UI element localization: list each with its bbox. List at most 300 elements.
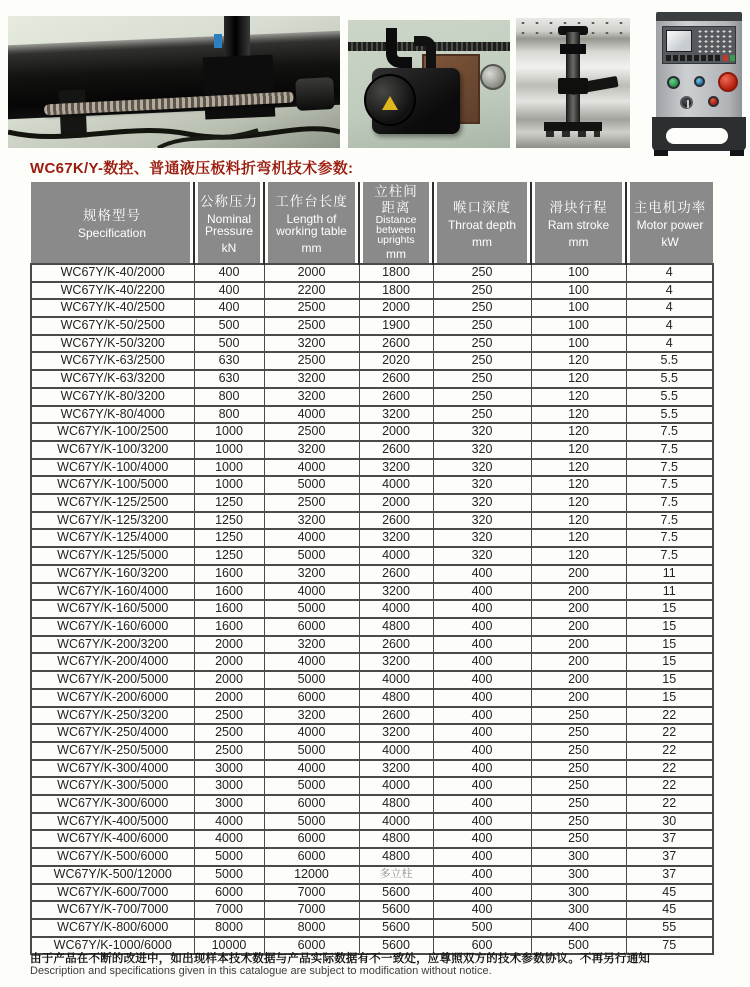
spec-value-cell: 5.5 [626, 352, 713, 370]
spec-model-cell: WC67Y/K-63/2500 [31, 352, 194, 370]
spec-value-cell: 400 [194, 299, 264, 317]
spec-value-cell: 37 [626, 830, 713, 848]
warning-triangle-icon [382, 96, 398, 110]
col-en-label: Motor power [636, 217, 704, 232]
table-row [31, 671, 713, 689]
spec-value-cell: 500 [531, 937, 626, 955]
spec-value-cell: 6000 [264, 795, 359, 813]
spec-value-cell: 5600 [359, 937, 433, 955]
spec-value-cell: 6000 [194, 884, 264, 902]
table-row [31, 707, 713, 725]
col-zh-label: 喉口深度 [453, 199, 511, 215]
spec-value-cell: 320 [433, 494, 531, 512]
spec-value-cell: 100 [531, 282, 626, 300]
spec-table-body [31, 264, 713, 954]
table-row [31, 529, 713, 547]
spec-value-cell: 400 [433, 795, 531, 813]
spec-value-cell: 5600 [359, 919, 433, 937]
mini-green-key [730, 55, 735, 61]
spec-value-cell: 1800 [359, 282, 433, 300]
spec-value-cell: 4000 [359, 476, 433, 494]
spec-value-cell: 37 [626, 866, 713, 884]
spec-value-cell: 1900 [359, 317, 433, 335]
spec-value-cell: 15 [626, 671, 713, 689]
spec-value-cell: 1250 [194, 512, 264, 530]
spec-value-cell: 3200 [264, 388, 359, 406]
table-row [31, 813, 713, 831]
spec-value-cell: 8000 [194, 919, 264, 937]
spec-value-cell: 3200 [359, 583, 433, 601]
spec-model-cell: WC67Y/K-40/2000 [31, 264, 194, 282]
spec-value-cell: 800 [194, 388, 264, 406]
spec-value-cell: 11 [626, 565, 713, 583]
collar-shape [560, 44, 586, 54]
spec-value-cell: 4000 [359, 813, 433, 831]
spec-value-cell: 250 [433, 299, 531, 317]
spec-value-cell: 5600 [359, 884, 433, 902]
spec-value-cell: 1000 [194, 459, 264, 477]
spec-value-cell: 800 [194, 406, 264, 424]
spec-value-cell: 4000 [264, 653, 359, 671]
spec-value-cell: 3200 [264, 565, 359, 583]
spec-value-cell: 300 [531, 901, 626, 919]
spec-value-cell: 5000 [264, 777, 359, 795]
spec-value-cell: 120 [531, 406, 626, 424]
spec-value-cell: 1800 [359, 264, 433, 282]
key-switch [680, 96, 693, 109]
spec-value-cell: 2500 [264, 317, 359, 335]
spec-value-cell: 120 [531, 512, 626, 530]
spec-value-cell: 400 [433, 618, 531, 636]
spec-value-cell: 200 [531, 600, 626, 618]
spec-value-cell: 3200 [264, 707, 359, 725]
spec-value-cell: 100 [531, 335, 626, 353]
blue-sticker-shape [214, 34, 222, 48]
spec-value-cell: 120 [531, 370, 626, 388]
spec-value-cell: 4000 [359, 777, 433, 795]
table-row [31, 795, 713, 813]
spec-model-cell: WC67Y/K-100/2500 [31, 423, 194, 441]
green-start-button [667, 76, 680, 89]
spec-model-cell: WC67Y/K-200/6000 [31, 689, 194, 707]
spec-value-cell: 2600 [359, 441, 433, 459]
spec-value-cell: 4000 [194, 813, 264, 831]
spec-value-cell: 320 [433, 529, 531, 547]
spec-value-cell: 400 [433, 600, 531, 618]
spec-model-cell: WC67Y/K-40/2500 [31, 299, 194, 317]
table-row [31, 901, 713, 919]
spec-model-cell: WC67Y/K-160/3200 [31, 565, 194, 583]
spec-value-cell: 200 [531, 565, 626, 583]
base-plate-shape [544, 122, 602, 131]
spec-model-cell: WC67Y/K-1000/6000 [31, 937, 194, 955]
spec-value-cell: 400 [433, 884, 531, 902]
spec-value-cell: 630 [194, 370, 264, 388]
spec-value-cell: 4000 [264, 406, 359, 424]
spec-model-cell: WC67Y/K-80/3200 [31, 388, 194, 406]
spec-value-cell: 2500 [264, 423, 359, 441]
spec-value-cell: 11 [626, 583, 713, 601]
col-header-motor-power [626, 182, 713, 264]
spec-table-header [31, 182, 713, 264]
spec-model-cell: WC67Y/K-50/3200 [31, 335, 194, 353]
table-row [31, 282, 713, 300]
spec-model-cell: WC67Y/K-125/3200 [31, 512, 194, 530]
spec-value-cell: 4 [626, 299, 713, 317]
table-row [31, 423, 713, 441]
spec-value-cell: 120 [531, 529, 626, 547]
spec-value-cell: 1000 [194, 476, 264, 494]
spec-value-cell: 250 [433, 335, 531, 353]
table-row [31, 866, 713, 884]
spec-value-cell: 7.5 [626, 494, 713, 512]
spec-value-cell: 250 [433, 388, 531, 406]
spec-value-cell: 45 [626, 901, 713, 919]
col-header-working-table-length [264, 182, 359, 264]
spec-value-cell: 400 [433, 742, 531, 760]
spec-value-cell: 1250 [194, 494, 264, 512]
spec-value-cell: 250 [433, 352, 531, 370]
table-row [31, 370, 713, 388]
spec-value-cell: 22 [626, 724, 713, 742]
spec-value-cell: 320 [433, 547, 531, 565]
table-row [31, 830, 713, 848]
spec-value-cell: 7.5 [626, 476, 713, 494]
spec-value-cell: 4000 [264, 529, 359, 547]
table-row [31, 600, 713, 618]
spec-value-cell: 2500 [194, 724, 264, 742]
spec-value-cell: 4000 [264, 760, 359, 778]
spec-value-cell: 4000 [264, 583, 359, 601]
spec-value-cell: 250 [531, 830, 626, 848]
spec-value-cell: 4800 [359, 848, 433, 866]
spec-value-cell: 400 [433, 866, 531, 884]
spec-value-cell: 5000 [264, 742, 359, 760]
spec-value-cell: 400 [433, 707, 531, 725]
spec-value-cell: 120 [531, 423, 626, 441]
spec-value-cell: 22 [626, 795, 713, 813]
spec-value-cell: 15 [626, 689, 713, 707]
spec-value-cell: 400 [433, 671, 531, 689]
spec-model-cell: WC67Y/K-300/4000 [31, 760, 194, 778]
spec-model-cell: WC67Y/K-700/7000 [31, 901, 194, 919]
spec-value-cell: 2600 [359, 388, 433, 406]
spec-value-cell: 4800 [359, 795, 433, 813]
table-row [31, 583, 713, 601]
spec-value-cell: 4000 [359, 742, 433, 760]
col-zh-label: 公称压力 [200, 193, 258, 209]
spec-value-cell: 100 [531, 317, 626, 335]
col-unit-label: mm [568, 234, 589, 249]
spec-value-cell: 10000 [194, 937, 264, 955]
spec-value-cell: 2000 [359, 299, 433, 317]
col-en-label: Throat depth [447, 217, 517, 232]
table-row [31, 352, 713, 370]
spec-value-cell: 5000 [264, 671, 359, 689]
spec-value-cell: 2000 [194, 653, 264, 671]
spec-value-cell: 3200 [359, 724, 433, 742]
col-unit-label: kN [221, 241, 237, 256]
spec-value-cell: 500 [194, 317, 264, 335]
spec-value-cell: 1250 [194, 529, 264, 547]
spec-value-cell: 320 [433, 423, 531, 441]
spec-value-cell: 6000 [264, 618, 359, 636]
spec-value-cell: 400 [433, 760, 531, 778]
col-zh-label: 滑块行程 [549, 199, 608, 215]
spec-model-cell: WC67Y/K-500/12000 [31, 866, 194, 884]
spec-value-cell: 4000 [359, 600, 433, 618]
nc-control-panel-photo [650, 8, 748, 156]
table-row [31, 264, 713, 282]
spec-value-cell: 5600 [359, 901, 433, 919]
spec-value-cell: 1600 [194, 600, 264, 618]
spec-model-cell: WC67Y/K-100/3200 [31, 441, 194, 459]
spec-model-cell: WC67Y/K-40/2200 [31, 282, 194, 300]
function-key-row [666, 55, 720, 61]
panel-foot-shape [654, 150, 668, 156]
spec-value-cell: 630 [194, 352, 264, 370]
table-row [31, 406, 713, 424]
cable-elbow-shape [386, 28, 412, 68]
spec-value-cell: 500 [194, 335, 264, 353]
spec-value-cell: 320 [433, 459, 531, 477]
spec-value-cell: 400 [433, 813, 531, 831]
spec-value-cell: 22 [626, 742, 713, 760]
spec-value-cell: 2000 [359, 423, 433, 441]
sheet-support-stand-photo [516, 18, 630, 148]
spec-value-cell: 3000 [194, 795, 264, 813]
spec-value-cell: 4000 [359, 671, 433, 689]
spec-value-cell: 7.5 [626, 529, 713, 547]
table-row [31, 512, 713, 530]
spec-value-cell: 250 [531, 707, 626, 725]
spec-value-cell: 200 [531, 618, 626, 636]
col-header-distance-between-uprights [359, 182, 433, 264]
controller-screen [666, 30, 692, 52]
spec-value-cell: 320 [433, 476, 531, 494]
spec-value-cell: 250 [433, 370, 531, 388]
spec-value-cell: 250 [531, 724, 626, 742]
spec-model-cell: WC67Y/K-125/5000 [31, 547, 194, 565]
spec-model-cell: WC67Y/K-300/6000 [31, 795, 194, 813]
spec-value-cell: 3200 [359, 529, 433, 547]
spec-value-cell: 7000 [264, 901, 359, 919]
spec-value-cell: 1000 [194, 423, 264, 441]
spec-value-cell: 5000 [264, 476, 359, 494]
arm-hub-shape [558, 78, 588, 94]
col-unit-label: mm [472, 234, 492, 249]
spec-value-cell: 8000 [264, 919, 359, 937]
nut-shape [480, 64, 506, 90]
table-row [31, 919, 713, 937]
spec-value-cell: 320 [433, 441, 531, 459]
spec-value-cell: 4 [626, 335, 713, 353]
spec-value-cell: 250 [531, 742, 626, 760]
spec-value-cell: 2500 [264, 494, 359, 512]
spec-value-cell: 5000 [264, 813, 359, 831]
spec-value-cell: 4000 [264, 459, 359, 477]
spec-value-cell: 15 [626, 636, 713, 654]
spec-model-cell: WC67Y/K-250/4000 [31, 724, 194, 742]
spec-value-cell: 2000 [359, 494, 433, 512]
spec-value-cell: 2500 [264, 352, 359, 370]
spec-value-cell: 22 [626, 707, 713, 725]
spec-value-cell: 3200 [264, 335, 359, 353]
col-unit-label: mm [386, 246, 406, 261]
spec-value-cell: 5000 [194, 866, 264, 884]
spec-model-cell: WC67Y/K-250/3200 [31, 707, 194, 725]
spec-value-cell: 2600 [359, 707, 433, 725]
spec-value-cell: 3000 [194, 760, 264, 778]
handle-cutout-shape [666, 128, 728, 144]
controller-keypad [697, 29, 733, 53]
spec-value-cell: 7.5 [626, 459, 713, 477]
spec-value-cell: 22 [626, 777, 713, 795]
red-stop-button [708, 96, 719, 107]
col-header-throat-depth [433, 182, 531, 264]
spec-value-cell: 5000 [264, 600, 359, 618]
spec-value-cell: 2000 [194, 636, 264, 654]
disclaimer-zh: 由于产品在不断的改进中，如出现样本技术数据与产品实际数据有不一致处，应尊照双方的技术参数协议。不再另行通知 [30, 953, 651, 965]
spec-value-cell: 320 [433, 512, 531, 530]
table-row [31, 547, 713, 565]
spec-model-cell: WC67Y/K-250/5000 [31, 742, 194, 760]
table-row [31, 565, 713, 583]
mini-red-key [723, 55, 728, 61]
spec-value-cell: 120 [531, 441, 626, 459]
spec-model-cell: WC67Y/K-400/5000 [31, 813, 194, 831]
spec-value-cell: 2000 [264, 264, 359, 282]
spec-value-cell: 300 [531, 866, 626, 884]
spec-table [30, 182, 714, 955]
col-en-label: Specification [77, 226, 147, 241]
spec-value-cell: 400 [433, 777, 531, 795]
spec-value-cell: 400 [433, 565, 531, 583]
col-en-label: Distance between uprights [375, 214, 417, 246]
spec-value-cell: 55 [626, 919, 713, 937]
spec-value-cell: 7.5 [626, 423, 713, 441]
spec-model-cell: WC67Y/K-600/7000 [31, 884, 194, 902]
col-zh-label: 工作台长度 [275, 193, 348, 209]
spec-value-cell: 400 [433, 583, 531, 601]
spec-value-cell: 300 [531, 848, 626, 866]
spec-value-cell: 120 [531, 388, 626, 406]
spec-model-cell: WC67Y/K-125/4000 [31, 529, 194, 547]
spec-value-cell: 1250 [194, 547, 264, 565]
spec-value-cell: 1600 [194, 618, 264, 636]
table-row [31, 636, 713, 654]
spec-value-cell: 600 [433, 937, 531, 955]
table-row [31, 441, 713, 459]
spec-value-cell: 2500 [194, 707, 264, 725]
spec-value-cell: 4 [626, 317, 713, 335]
spec-value-cell: 100 [531, 299, 626, 317]
spec-value-cell: 2500 [194, 742, 264, 760]
col-zh-label: 规格型号 [83, 208, 141, 224]
spec-model-cell: WC67Y/K-400/6000 [31, 830, 194, 848]
col-unit-label: mm [301, 241, 322, 256]
spec-value-cell: 4800 [359, 830, 433, 848]
spec-value-cell: 250 [433, 317, 531, 335]
spec-model-cell: WC67Y/K-100/4000 [31, 459, 194, 477]
feet-shape [546, 131, 600, 137]
table-row [31, 724, 713, 742]
spec-value-cell: 250 [531, 795, 626, 813]
spec-value-cell: 6000 [264, 830, 359, 848]
spec-value-cell: 200 [531, 636, 626, 654]
spec-value-cell: 250 [433, 264, 531, 282]
panel-foot-shape [730, 150, 744, 156]
col-header-nominal-pressure [194, 182, 264, 264]
col-header-ram-stroke [531, 182, 626, 264]
spec-value-cell: 7.5 [626, 547, 713, 565]
table-row [31, 618, 713, 636]
spec-model-cell: WC67Y/K-50/2500 [31, 317, 194, 335]
spec-model-cell: WC67Y/K-63/3200 [31, 370, 194, 388]
spec-value-cell: 6000 [264, 937, 359, 955]
spec-value-cell: 15 [626, 653, 713, 671]
spec-value-cell: 400 [194, 264, 264, 282]
spec-value-cell: 400 [433, 689, 531, 707]
spec-value-cell: 250 [531, 777, 626, 795]
spec-value-cell: 5.5 [626, 406, 713, 424]
spec-value-cell: 3200 [264, 441, 359, 459]
panel-top-cap-shape [656, 12, 742, 21]
spec-value-cell: 400 [433, 724, 531, 742]
disclaimer-en: Description and specifications given in this catalogue are subject to modification without notice. [30, 965, 492, 977]
spec-value-cell: 200 [531, 689, 626, 707]
col-en-label: Length of working table [276, 211, 347, 239]
spec-value-cell: 200 [531, 653, 626, 671]
spec-value-cell: 1000 [194, 441, 264, 459]
spec-value-cell: 4000 [264, 724, 359, 742]
col-zh-label: 主电机功率 [633, 199, 707, 215]
spec-model-cell: WC67Y/K-80/4000 [31, 406, 194, 424]
spec-value-cell: 2020 [359, 352, 433, 370]
spec-value-cell: 7.5 [626, 441, 713, 459]
spec-value-cell: 120 [531, 476, 626, 494]
emergency-stop-button [718, 72, 738, 92]
spec-value-cell: 5000 [264, 547, 359, 565]
spec-value-cell: 400 [531, 919, 626, 937]
spec-value-cell: 4000 [194, 830, 264, 848]
spec-value-cell: 120 [531, 352, 626, 370]
spec-value-cell: 4000 [359, 547, 433, 565]
spec-value-cell: 400 [433, 901, 531, 919]
spec-value-cell: 6000 [264, 848, 359, 866]
spec-value-cell: 400 [433, 848, 531, 866]
table-row [31, 335, 713, 353]
table-row [31, 653, 713, 671]
spec-value-cell: 30 [626, 813, 713, 831]
col-unit-label: kW [661, 234, 679, 249]
spec-value-cell: 15 [626, 600, 713, 618]
spec-model-cell: WC67Y/K-200/4000 [31, 653, 194, 671]
spec-value-cell: 3200 [264, 370, 359, 388]
spec-value-cell: 2600 [359, 565, 433, 583]
spec-value-cell: 100 [531, 264, 626, 282]
spec-value-cell: 3000 [194, 777, 264, 795]
table-row [31, 299, 713, 317]
spec-value-cell: 400 [433, 830, 531, 848]
spec-value-cell: 250 [433, 406, 531, 424]
spec-value-cell: 3200 [264, 512, 359, 530]
table-row [31, 459, 713, 477]
spec-model-cell: WC67Y/K-500/6000 [31, 848, 194, 866]
spec-value-cell: 2600 [359, 636, 433, 654]
spec-value-cell: 3200 [359, 406, 433, 424]
spec-value-cell: 250 [531, 760, 626, 778]
